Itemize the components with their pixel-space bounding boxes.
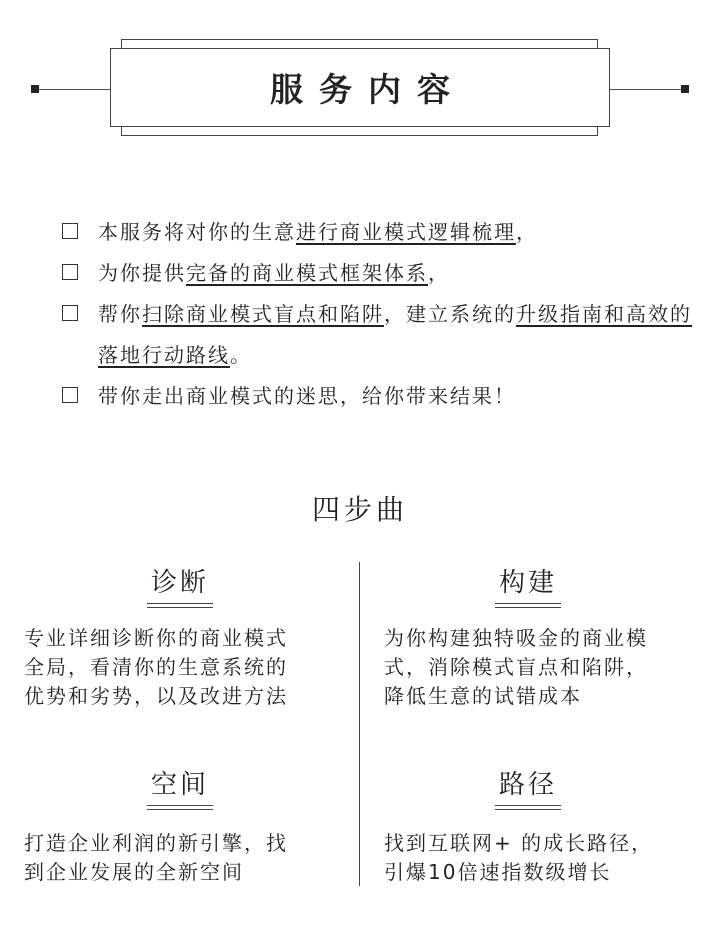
step-desc-line: 为你构建独特吸金的商业模 (384, 626, 648, 650)
checkbox-icon (62, 305, 78, 321)
step-desc-line: 全局，看清你的生意系统的 (24, 655, 288, 679)
service-text: ，建立系统的 (384, 302, 516, 326)
service-text: 为你提供 (98, 261, 186, 285)
service-text: 本服务将对你的生意 (98, 220, 296, 244)
service-text: 帮你 (98, 302, 142, 326)
checkbox-icon (62, 387, 78, 403)
step-underline (147, 809, 213, 810)
step-desc-space (24, 829, 288, 887)
service-text: ， (516, 220, 538, 244)
title-rule-right (610, 89, 684, 90)
title-dot-left (31, 85, 39, 93)
step-desc-path (384, 829, 653, 887)
step-desc-line: 到企业发展的全新空间 (24, 860, 244, 884)
title-dot-right (681, 85, 689, 93)
step-heading-space (20, 764, 340, 810)
step-underline (495, 809, 561, 810)
step-underline (147, 805, 213, 806)
step-desc-build (384, 624, 648, 711)
step-name: 构建 (498, 568, 557, 598)
service-highlight: 进行商业模式逻辑梳理 (296, 220, 516, 244)
step-underline (147, 607, 213, 608)
service-text: ， (428, 261, 450, 285)
title-rule-left (36, 89, 110, 90)
service-text: 。 (230, 343, 252, 367)
service-item-3 (62, 294, 702, 376)
title-frame-inner (110, 48, 610, 127)
service-highlight: 升级指南和高效的落地行动路线 (98, 302, 692, 367)
step-desc-line: 降低生意的试错成本 (384, 684, 582, 708)
step-desc-diagnose (24, 624, 288, 711)
service-list (62, 212, 702, 417)
step-desc-line: 优势和劣势，以及改进方法 (24, 684, 288, 708)
step-heading-diagnose (20, 562, 340, 608)
steps-title: 四步曲 (311, 493, 408, 526)
step-underline (495, 607, 561, 608)
service-item-4 (62, 376, 702, 417)
page-title: 服务内容 (270, 70, 466, 109)
checkbox-icon (62, 264, 78, 280)
step-heading-build (368, 562, 688, 608)
step-desc-line: 找到互联网+ 的成长路径， (384, 831, 654, 855)
step-underline (495, 603, 561, 604)
service-item-2 (62, 253, 702, 294)
step-heading-path (368, 764, 688, 810)
step-desc-line: 打造企业利润的新引擎，找 (24, 831, 288, 855)
service-text: 带你走出商业模式的迷思，给你带来结果！ (98, 384, 516, 408)
service-highlight: 完备的商业模式框架体系 (186, 261, 428, 285)
step-name: 空间 (150, 770, 209, 800)
service-item-1 (62, 212, 702, 253)
step-underline (147, 603, 213, 604)
checkbox-icon (62, 223, 78, 239)
step-desc-line: 引爆10倍速指数级增长 (384, 860, 612, 884)
service-highlight: 扫除商业模式盲点和陷阱 (142, 302, 384, 326)
step-underline (495, 805, 561, 806)
step-desc-line: 式，消除模式盲点和陷阱， (384, 655, 648, 679)
step-desc-line: 专业详细诊断你的商业模式 (24, 626, 288, 650)
steps-divider (359, 562, 360, 886)
step-name: 路径 (498, 770, 557, 800)
step-name: 诊断 (150, 568, 209, 598)
